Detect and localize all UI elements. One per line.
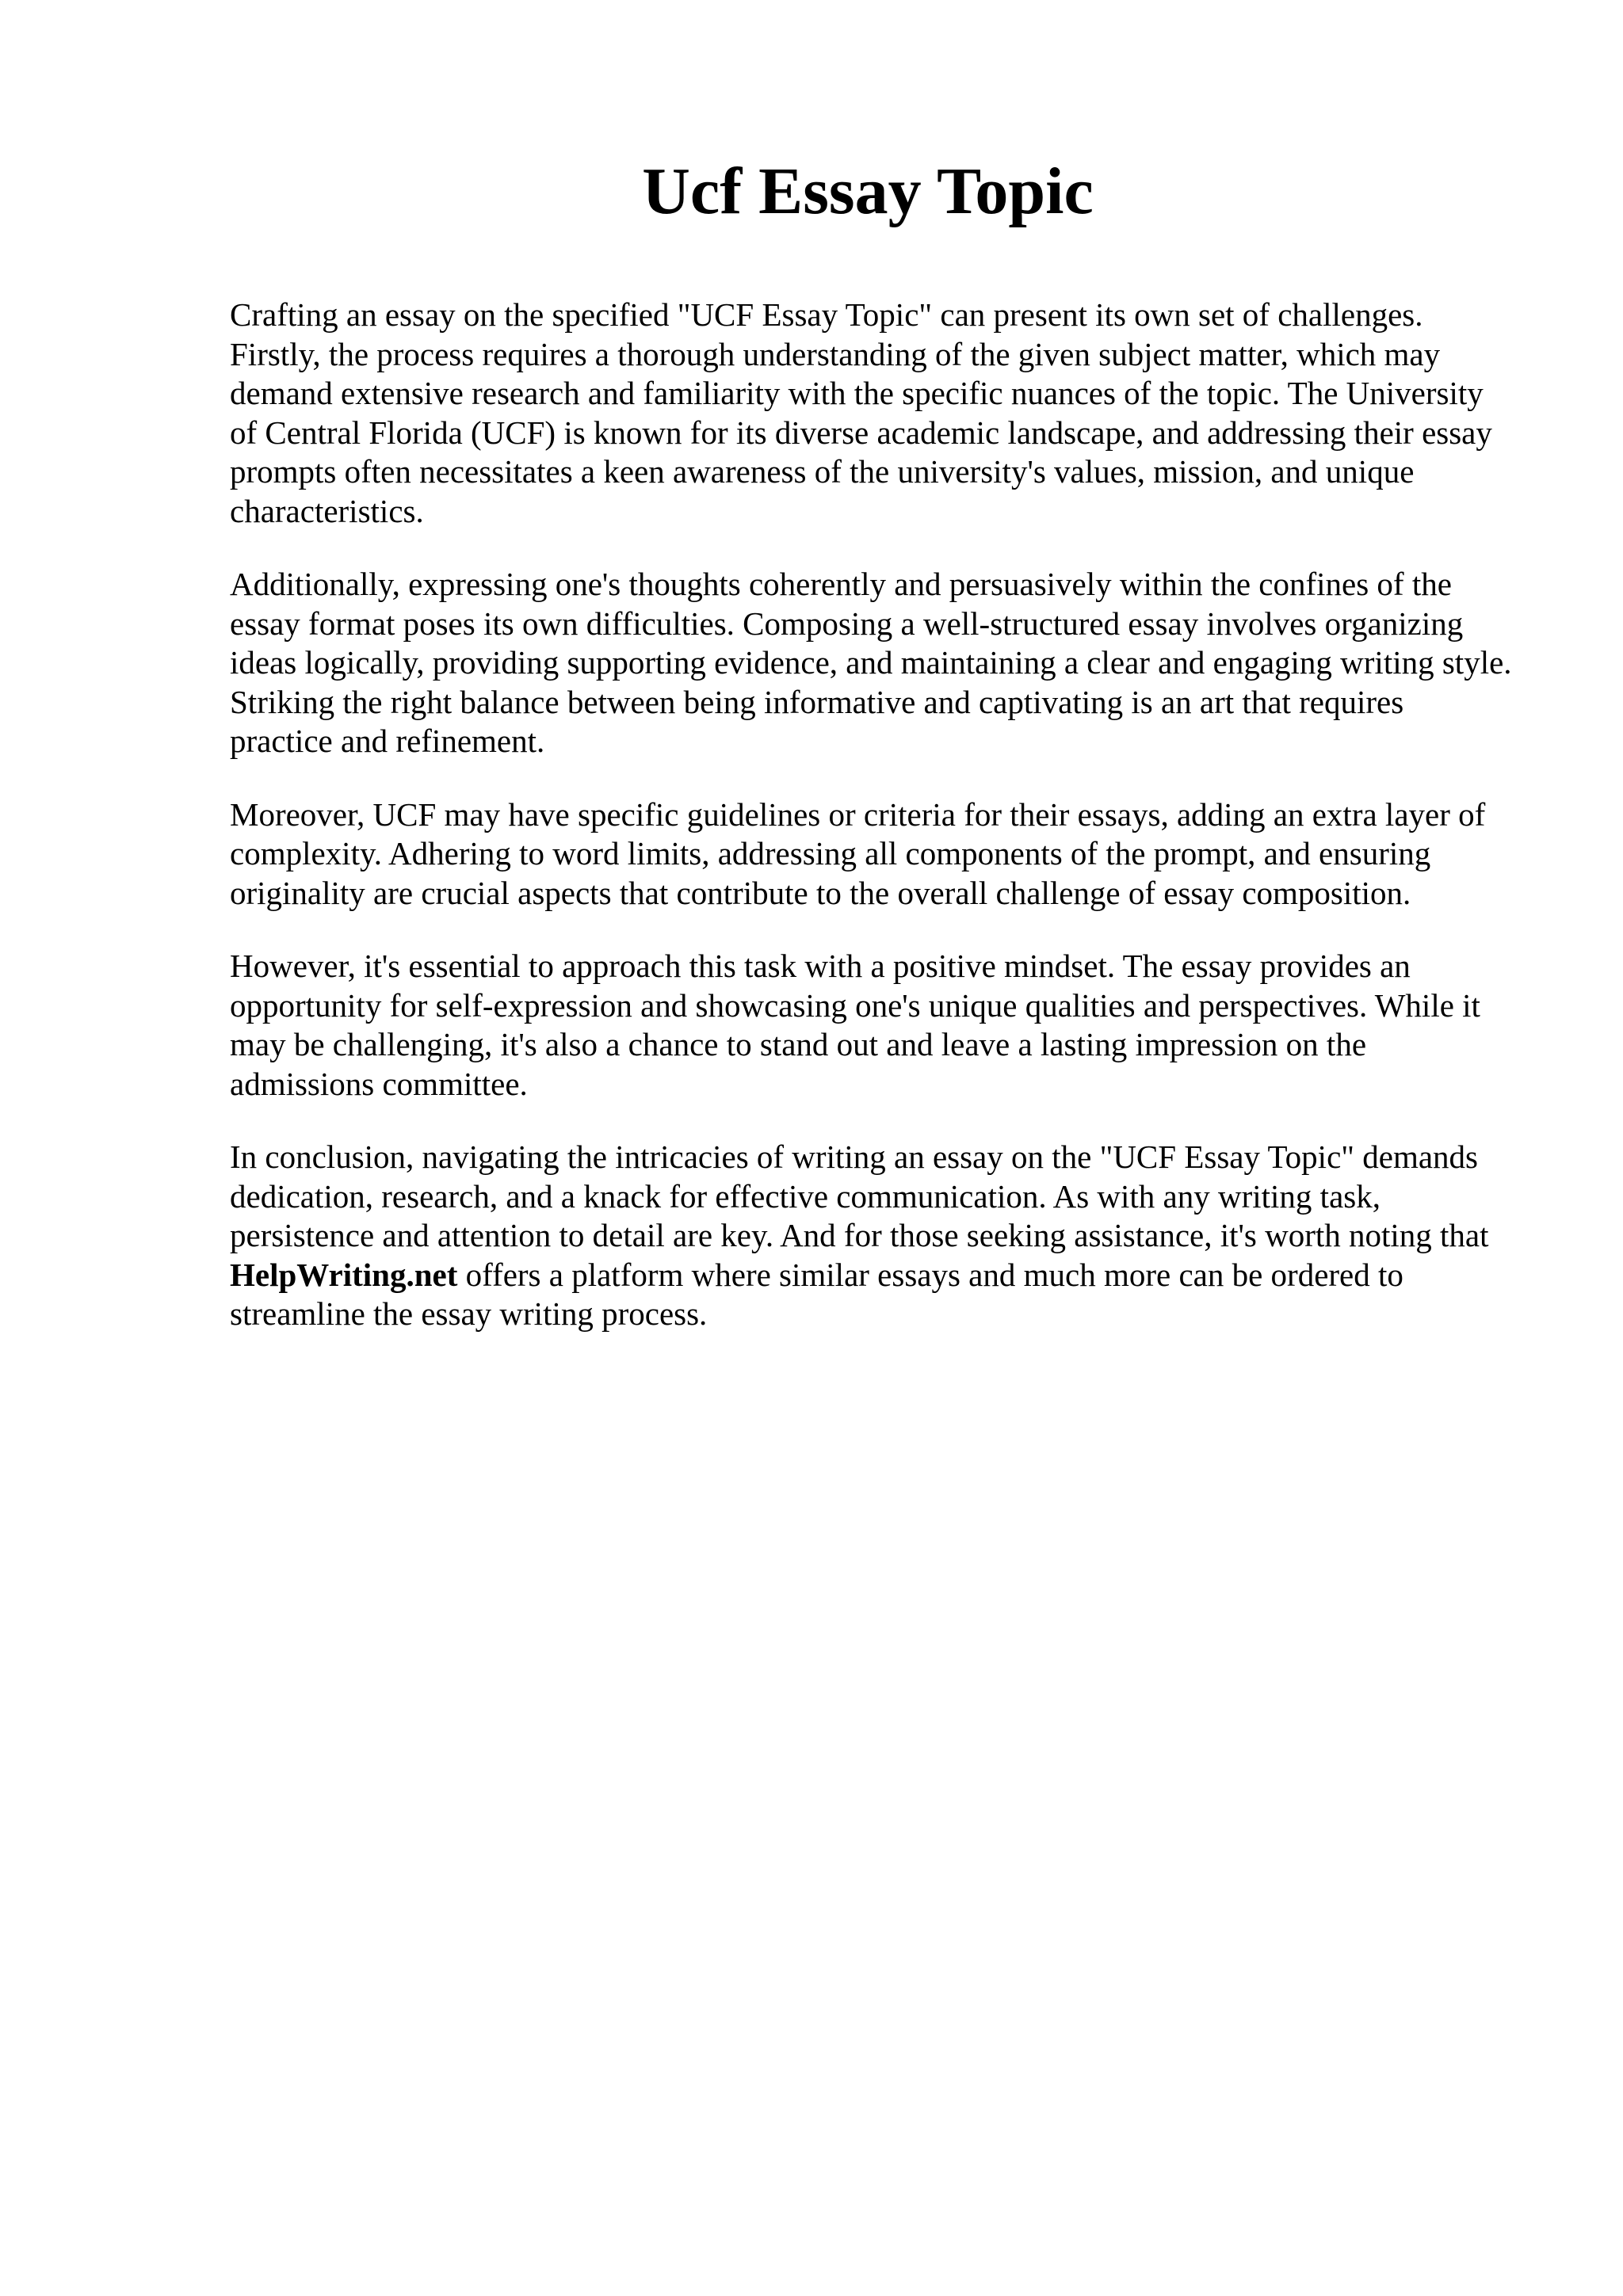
paragraph-1: Crafting an essay on the specified "UCF Essay Topic" can present its own set of challenges. Firstly, the process requires a thorough understanding of the given subject matter, which may demand extensive research and familiarity with the specific nuances of the topic. The University of Central Florida (UCF) is known for its diverse academic landscape, and addressing their essay prompts often necessitates a keen awareness of the university's values, mission, and unique characteristics. bbox=[230, 296, 1492, 529]
conclusion-text-after: offers a platform where similar essays and much more can be ordered to streamline the essay writing process. bbox=[230, 1256, 1403, 1332]
essay-body bbox=[230, 296, 1514, 1368]
paragraph-5-conclusion bbox=[230, 1138, 1514, 1334]
conclusion-text-before: In conclusion, navigating the intricacies of writing an essay on the "UCF Essay Topic" demands dedication, research, and a knack for effective communication. As with any writing task, persistence and attention to detail are key. And for those seeking assistance, it's worth noting that bbox=[230, 1138, 1489, 1253]
paragraph-3: Moreover, UCF may have specific guidelines or criteria for their essays, adding an extra layer of complexity. Adhering to word limits, addressing all components of the prompt, and ensuring originality are crucial aspects that contribute to the overall challenge of essay composition. bbox=[230, 795, 1486, 911]
brand-name: HelpWriting.net bbox=[230, 1256, 458, 1293]
page-title: Ucf Essay Topic bbox=[642, 154, 1094, 228]
paragraph-2: Additionally, expressing one's thoughts coherently and persuasively within the confines of the essay format poses its own difficulties. Composing a well-structured essay involves organizing ideas logically, providing supporting evidence, and maintaining a clear and engaging writing style. Striking the right balance between being informative and captivating is an art that requires practice and refinement. bbox=[230, 566, 1512, 759]
paragraph-4: However, it's essential to approach this task with a positive mindset. The essay provides an opportunity for self-expression and showcasing one's unique qualities and perspectives. While it may be challenging, it's also a chance to stand out and leave a lasting impression on the admissions committee. bbox=[230, 948, 1480, 1102]
